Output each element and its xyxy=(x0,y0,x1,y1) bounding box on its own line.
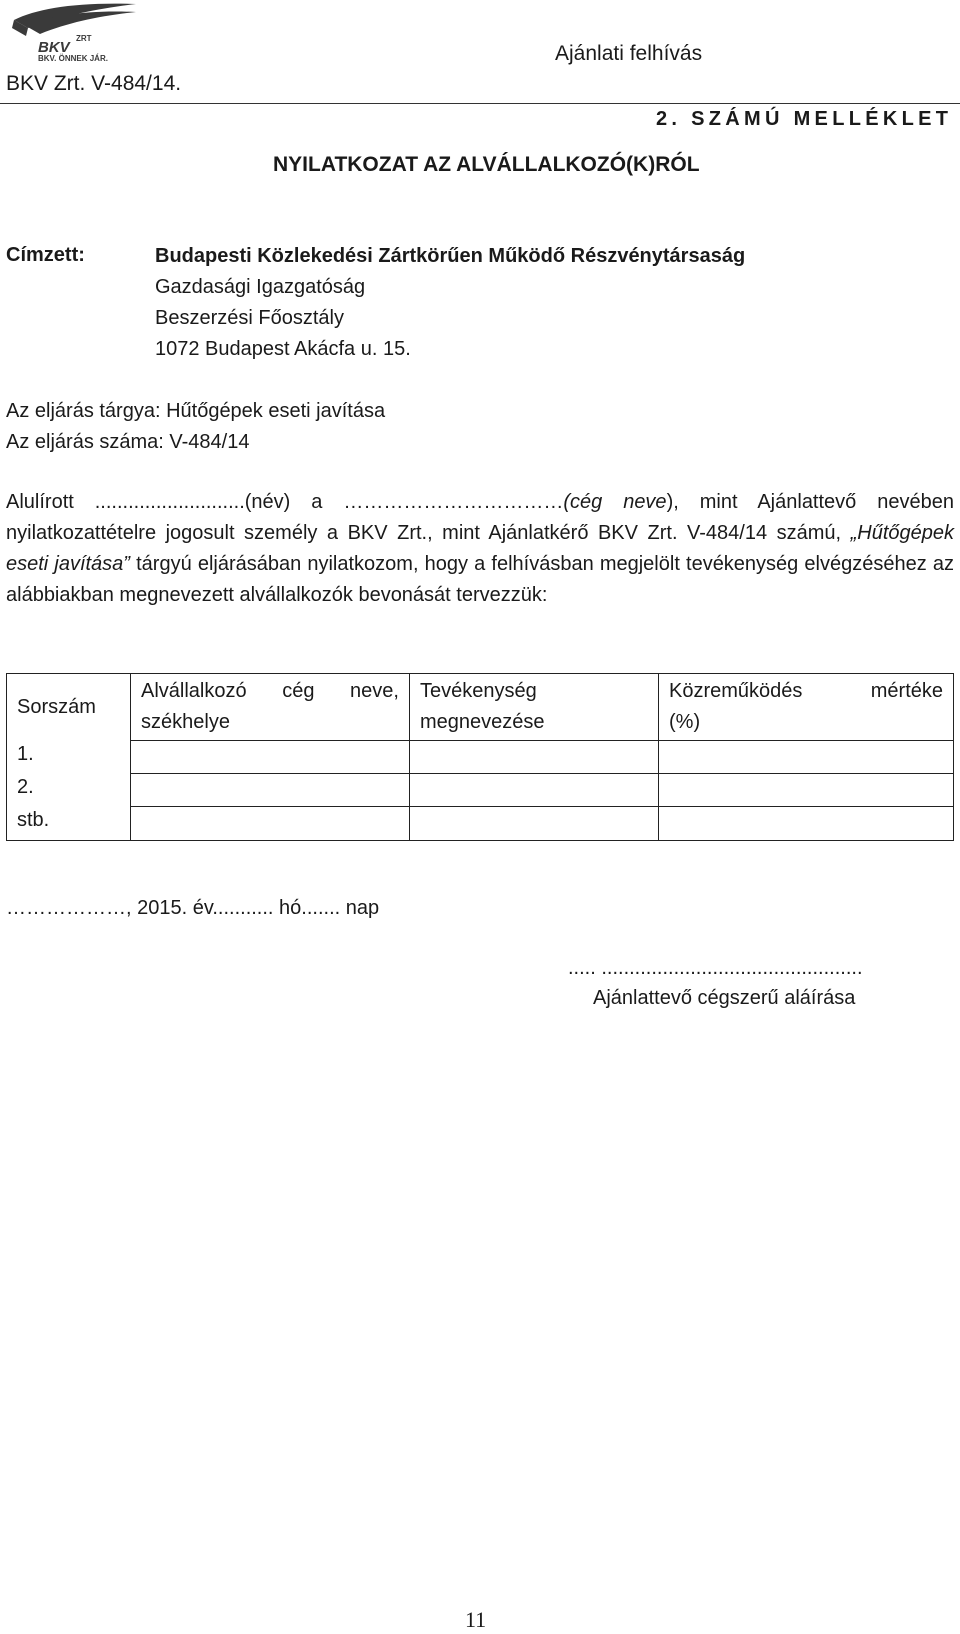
row-subcontractor-cell xyxy=(131,741,410,774)
header-share-w3: (%) xyxy=(669,711,701,733)
row-activity-cell xyxy=(410,774,659,807)
header-rule xyxy=(0,103,960,104)
header-share-w2: mértéke xyxy=(870,680,943,702)
row-share-cell xyxy=(659,807,954,841)
table-row xyxy=(7,807,954,841)
declaration-paragraph xyxy=(6,487,954,611)
procedure-number: Az eljárás száma: V-484/14 xyxy=(6,431,250,453)
recipient-unit: Beszerzési Főosztály xyxy=(155,307,344,329)
header-activity-w1: Tevékenység xyxy=(420,680,537,702)
table-row xyxy=(7,741,954,774)
annex-label: 2. SZÁMÚ MELLÉKLET xyxy=(656,108,953,130)
date-line: ………………, 2015. év........... hó....... nap xyxy=(6,897,380,919)
procedure-subject: Az eljárás tárgya: Hűtőgépek eseti javítása xyxy=(6,400,386,422)
signature-label: Ajánlattevő cégszerű aláírása xyxy=(593,987,856,1009)
page-number: 11 xyxy=(465,1607,487,1632)
body-part-6: tárgyú eljárásában nyilatkozom, hogy a felhívásban megjelölt tevékenység elvégzéséhez az alábbiakban megnevezett alvállalkozók bevonását tervezzük: xyxy=(6,553,954,606)
recipient-dept: Gazdasági Igazgatóság xyxy=(155,276,366,298)
bkv-logo-icon xyxy=(8,0,143,62)
logo-brand: BKV xyxy=(38,39,70,56)
logo-tagline: BKV. ÖNNEK JÁR. xyxy=(38,54,108,62)
header-sorszam: Sorszám xyxy=(7,674,131,741)
header-subcontractor-w2: cég xyxy=(282,680,315,702)
header-share-w1: Közreműködés xyxy=(669,680,803,702)
header-subcontractor-w3: neve, xyxy=(350,680,399,702)
recipient-block xyxy=(155,241,745,365)
row-share-cell xyxy=(659,741,954,774)
row-subcontractor-cell xyxy=(131,774,410,807)
header-doc-type: Ajánlati felhívás xyxy=(555,42,703,65)
row-number: 1. xyxy=(7,741,131,774)
header-subcontractor-w4: székhelye xyxy=(141,711,230,733)
logo-superscript: ZRT xyxy=(76,34,92,43)
bkv-logo xyxy=(8,0,143,62)
row-subcontractor-cell xyxy=(131,807,410,841)
header-ref: BKV Zrt. V-484/14. xyxy=(6,72,182,95)
header-share xyxy=(659,674,954,741)
procedure-block xyxy=(6,396,385,458)
table-header-row xyxy=(7,674,954,741)
company-blank: …………………………… xyxy=(343,491,564,513)
signature-line: ..... ............................................... xyxy=(568,957,863,979)
row-share-cell xyxy=(659,774,954,807)
subcontractor-table xyxy=(6,673,954,841)
page-title: NYILATKOZAT AZ ALVÁLLALKOZÓ(K)RÓL xyxy=(273,153,700,176)
recipient-label: Címzett: xyxy=(6,244,85,266)
header-activity-w2: megnevezése xyxy=(420,711,545,733)
row-number: stb. xyxy=(7,807,131,841)
body-part-1: Alulírott ...........................(név) a xyxy=(6,491,344,513)
body-part-4: ), mint Ajánlattevő nevében nyilatkozattételre jogosult személy a BKV Zrt., mint Ajánlatkérő BKV Zrt. V-484/14 számú, xyxy=(6,491,954,544)
recipient-address: 1072 Budapest Akácfa u. 15. xyxy=(155,338,411,360)
header-subcontractor xyxy=(131,674,410,741)
header-subcontractor-w1: Alvállalkozó xyxy=(141,680,247,702)
row-activity-cell xyxy=(410,807,659,841)
recipient-org: Budapesti Közlekedési Zártkörűen Működő Részvénytársaság xyxy=(155,245,746,267)
header-activity xyxy=(410,674,659,741)
row-activity-cell xyxy=(410,741,659,774)
table-row xyxy=(7,774,954,807)
company-name-hint: (cég neve xyxy=(563,491,667,513)
row-number: 2. xyxy=(7,774,131,807)
procedure-subject-quote: „Hűtőgépek eseti javítása” xyxy=(6,522,954,575)
